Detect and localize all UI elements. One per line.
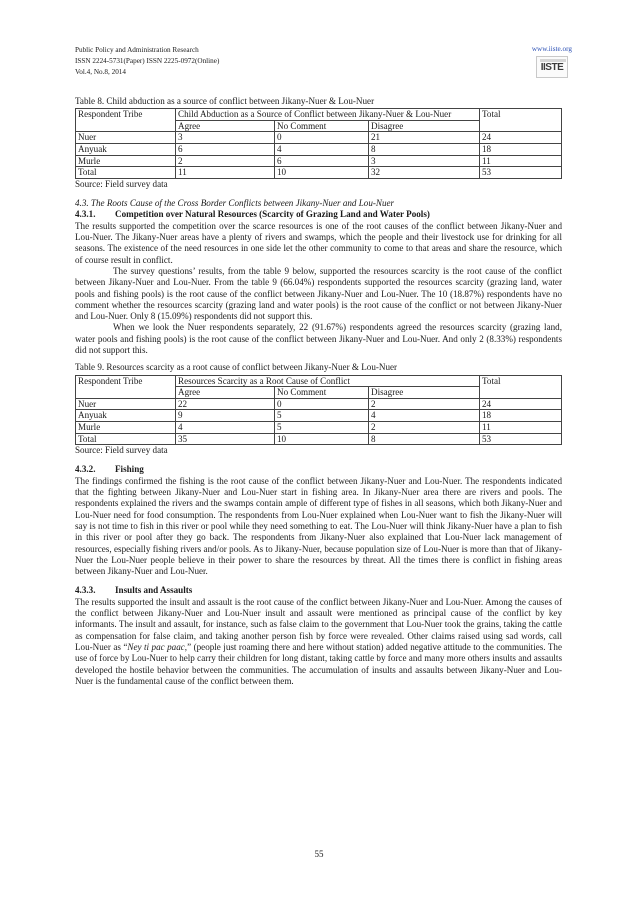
- table-row: [76, 155, 562, 167]
- table-cell: Nuer: [76, 398, 176, 410]
- subsection-title: Insults and Assaults: [115, 585, 193, 596]
- table-row: [76, 132, 562, 144]
- table9-header-total: Total: [480, 375, 562, 398]
- table8-header-total: Total: [480, 109, 562, 132]
- paragraph: The survey questions’ results, from the table 9 below, supported the resources scarcity is the root cause of the conflict between Jikany-Nuer and Lou-Nuer. From the table 9 (66.04%) respondents supported the resources scarcity (grazing land, water pools and fishing pools) is the root cause of the conflict between Jikany-Nuer and Lou-Nuer. The 10 (18.87%) respondents have no comment whether the resources scarcity (grazing land and water pools) is the root cause of the conflict or not between Jikany-Nuer and Lou-Nuer. Only 8 (15.09%) respondents did not support this.: [75, 265, 562, 322]
- subsection-number: 4.3.1.: [75, 209, 96, 220]
- volume-line: Vol.4, No.8, 2014: [75, 68, 126, 76]
- subsection-heading-4-3-1: [75, 209, 562, 220]
- table8-header-respondent: Respondent Tribe: [76, 109, 176, 132]
- table-cell: Total: [76, 167, 176, 179]
- table-cell: 2: [369, 421, 480, 433]
- paragraph-text: ” (people just roaming there and here without station) added negative attitude to the communities. The use of force by Lou-Nuer to help carry their children for long distant, taking cattle by force and many more others insults and assaults developed the hostile behavior between the communities. The accumulation of insults and assaults between Jikany-Nuer and Lou-Nuer is the fundamental cause of the conflict between them.: [75, 641, 563, 686]
- table-row: [76, 421, 562, 433]
- table9-header-group: Resources Scarcity as a Root Cause of Conflict: [176, 375, 480, 387]
- subsection-heading-4-3-2: [75, 464, 562, 475]
- iiste-logo: [536, 56, 568, 78]
- table-cell: 53: [480, 433, 562, 445]
- table-row: [76, 433, 562, 445]
- table-cell: Anyuak: [76, 144, 176, 156]
- table-row: [76, 144, 562, 156]
- table-cell: 11: [480, 155, 562, 167]
- issn-line: ISSN 2224-5731(Paper) ISSN 2225-0972(Online): [75, 57, 220, 65]
- subsection-title: Fishing: [115, 464, 144, 475]
- paragraph: [75, 597, 562, 687]
- table8-caption: Table 8. Child abduction as a source of conflict between Jikany-Nuer & Lou-Nuer: [75, 96, 375, 106]
- table-cell: 4: [176, 421, 275, 433]
- table9-subheader: Agree: [176, 387, 275, 399]
- table-cell: 0: [275, 398, 369, 410]
- table-cell: Murle: [76, 421, 176, 433]
- table-cell: 22: [176, 398, 275, 410]
- table-cell: 35: [176, 433, 275, 445]
- table9-source: Source: Field survey data: [75, 445, 168, 456]
- table-cell: 3: [369, 155, 480, 167]
- subsection-heading-4-3-3: [75, 585, 562, 596]
- paragraph-text: The results supported the insult and assault is the root cause of the conflict between Jikany-Nuer and Lou-Nuer. Among the causes of the conflict between Jikany-Nuer and Lou-Nuer insult and assault were mentioned as principal cause of the conflict by key informants. The insult and assault, for instance, such as false claim to the government that Lou-Nuer took the grains, taking the cattle as compensation for false claim, and taking another person fish by force were revealed. Other claims raised using sad words, call Lou-Nuer as “: [75, 596, 562, 652]
- subsection-number: 4.3.3.: [75, 585, 96, 596]
- table-row: [76, 167, 562, 179]
- table-cell: 2: [369, 398, 480, 410]
- table-cell: 11: [480, 421, 562, 433]
- table-cell: 4: [369, 410, 480, 422]
- table8: [75, 108, 562, 179]
- table-cell: 5: [275, 410, 369, 422]
- table8-subheader: No Comment: [275, 120, 369, 132]
- table-cell: Total: [76, 433, 176, 445]
- subsection-number: 4.3.2.: [75, 464, 96, 475]
- page-number: 55: [314, 849, 324, 859]
- section-heading-4-3: 4.3. The Roots Cause of the Cross Border Conflicts between Jikany-Nuer and Lou-Nuer: [75, 198, 395, 209]
- table-cell: 18: [480, 410, 562, 422]
- journal-url-link[interactable]: www.iiste.org: [531, 45, 572, 53]
- table8-subheader: Disagree: [369, 120, 480, 132]
- table-cell: 6: [176, 144, 275, 156]
- table-cell: 11: [176, 167, 275, 179]
- table8-header-group: Child Abduction as a Source of Conflict between Jikany-Nuer & Lou-Nuer: [176, 109, 480, 121]
- table9-header-respondent: Respondent Tribe: [76, 375, 176, 398]
- main-content: [75, 96, 562, 687]
- table-cell: 2: [176, 155, 275, 167]
- table8-subheader: Agree: [176, 120, 275, 132]
- table8-source: Source: Field survey data: [75, 178, 168, 189]
- table-cell: 24: [480, 132, 562, 144]
- journal-title: Public Policy and Administration Research: [75, 46, 199, 54]
- table9-subheader: No Comment: [275, 387, 369, 399]
- table-cell: Anyuak: [76, 410, 176, 422]
- logo-text: IISTE: [540, 62, 564, 73]
- paragraph: When we look the Nuer respondents separately, 22 (91.67%) respondents agreed the resources scarcity (grazing land, water pools and fishing pools) is the root cause of the conflict between Jikany-Nuer and Lou-Nuer. And only 2 (8.33%) respondents did not support this.: [75, 322, 562, 356]
- table-cell: 8: [369, 433, 480, 445]
- table-cell: 4: [275, 144, 369, 156]
- table-cell: 0: [275, 132, 369, 144]
- table-cell: Murle: [76, 155, 176, 167]
- table-cell: 18: [480, 144, 562, 156]
- subsection-title: Competition over Natural Resources (Scarcity of Grazing Land and Water Pools): [115, 209, 430, 220]
- table-row: [76, 410, 562, 422]
- table-cell: 5: [275, 421, 369, 433]
- table-cell: 10: [275, 433, 369, 445]
- paragraph: The findings confirmed the fishing is the root cause of the conflict between Jikany-Nuer and Lou-Nuer. The respondents indicated that the fighting between Jikany-Nuer and Lou-Nuer start in fishing area. In Jikany-Nuer area there are rivers and pools. The respondents explained the rivers and the swamps contain ample of different type of fishes in all seasons, which both Jikany-Nuer and Lou-Nuer need for food consumption. The respondents from Lou-Nuer explained when Lou-Nuer want to fish the Jikany-Nuer will say is not time to fish in this river or pool while they need something to eat. The Lou-Nuer will think Jikany-Nuer have a plan to fish in this river or pool after they go back. The respondents from Jikany-Nuer also explained that Lou-Nuer lack management of resources, especially fishing rivers and/or pools. As to Jikany-Nuer, because population size of Lou-Nuer is more than that of Jikany-Nuer the Lou-Nuer people believe in their power to share the resources by threat. All the times there is conflict in fishing areas between Jikany-Nuer and Lou-Nuer.: [75, 475, 562, 577]
- table-cell: 32: [369, 167, 480, 179]
- table9-subheader: Disagree: [369, 387, 480, 399]
- table9-caption: Table 9. Resources scarcity as a root cause of conflict between Jikany-Nuer & Lou-Nuer: [75, 362, 398, 373]
- table-cell: 21: [369, 132, 480, 144]
- paragraph: The results supported the competition over the scarce resources is one of the root causes of the conflict between Jikany-Nuer and Lou-Nuer. The Jikany-Nuer areas have a plenty of rivers and swamps, which the people and their livestock use for drinking for all seasons. The existence of the need resources in one side let the other community to come to that areas and share the resource, which of course result in conflict.: [75, 220, 562, 265]
- table-cell: 9: [176, 410, 275, 422]
- table-cell: 3: [176, 132, 275, 144]
- table-cell: 10: [275, 167, 369, 179]
- quoted-phrase: Ney ti pac paac,: [127, 641, 188, 652]
- table-cell: 8: [369, 144, 480, 156]
- table-cell: Nuer: [76, 132, 176, 144]
- table-cell: 24: [480, 398, 562, 410]
- table-cell: 6: [275, 155, 369, 167]
- table-cell: 53: [480, 167, 562, 179]
- table-row: [76, 398, 562, 410]
- table9: [75, 375, 562, 446]
